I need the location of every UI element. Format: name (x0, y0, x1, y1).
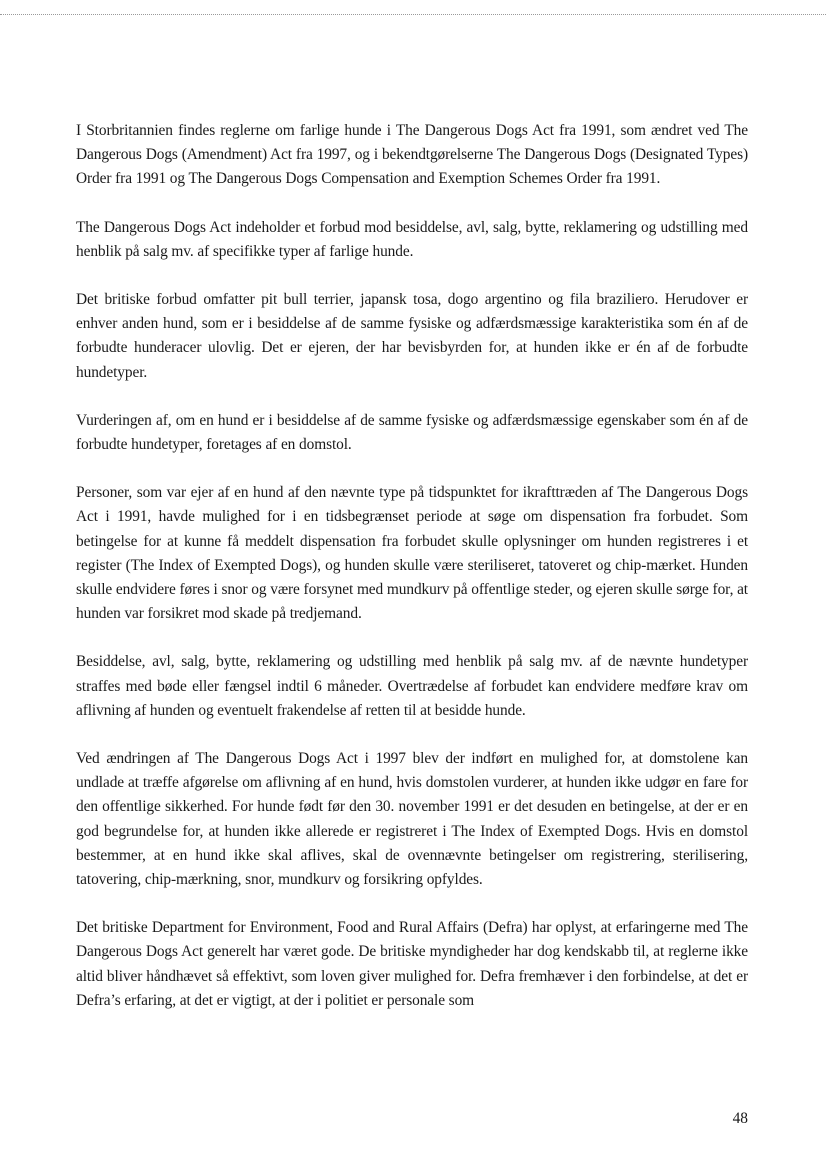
scan-top-edge (0, 14, 826, 15)
paragraph-2: The Dangerous Dogs Act indeholder et forbud mod besiddelse, avl, salg, bytte, reklamering og udstilling med henblik på salg mv. af specifikke typer af farlige hunde. (76, 218, 748, 260)
page-number: 48 (732, 1110, 748, 1127)
paragraph-6: Besiddelse, avl, salg, bytte, reklamering og udstilling med henblik på salg mv. af de nævnte hundetyper straffes med bøde eller fængsel indtil 6 måneder. Overtrædelse af forbudet kan endvidere medføre krav om aflivning af hunden og eventuelt frakendelse af retten til at besidde hunde. (76, 653, 748, 719)
paragraph-5: Personer, som var ejer af en hund af den nævnte type på tidspunktet for ikrafttræden af The Dangerous Dogs Act i 1991, havde mulighed for i en tidsbegrænset periode at søge om dispensation fra forbudet. Som betingelse for at kunne få meddelt dispensation fra forbudet skulle oplysninger om hunden registreres i et register (The Index of Exempted Dogs), og hunden skulle være steriliseret, tatoveret og chip-mærket. Hunden skulle endvidere føres i snor og være forsynet med mundkurv på offentlige steder, og ejeren skulle sørge for, at hunden var forsikret mod skade på tredjemand. (76, 484, 748, 623)
paragraph-4: Vurderingen af, om en hund er i besiddelse af de samme fysiske og adfærdsmæssige egenskaber som én af de forbudte hundetyper, foretages af en domstol. (76, 411, 748, 454)
paragraph-1: I Storbritannien findes reglerne om farlige hunde i The Dangerous Dogs Act fra 1991, som ændret ved The Dangerous Dogs (Amendment) Act fra 1997, og i bekendtgørelserne The Dangerous Dogs (Designated Types) Order fra 1991 og The Dangerous Dogs Compensation and Exemption Schemes Order fra 1991. (76, 122, 748, 188)
body-text (76, 119, 748, 1037)
paragraph-8: Det britiske Department for Environment, Food and Rural Affairs (Defra) har oplyst, at erfaringerne med The Dangerous Dogs Act generelt har været gode. De britiske myndigheder har dog kendskabb til, at reglerne ikke altid bliver håndhævet så effektivt, som loven giver mulighed for. Defra fremhæver i den forbindelse, at det er Defra’s erfaring, at det er vigtigt, at der i politiet er personale som (76, 919, 748, 1009)
paragraph-3: Det britiske forbud omfatter pit bull terrier, japansk tosa, dogo argentino og fila braziliero. Herudover er enhver anden hund, som er i besiddelse af de samme fysiske og adfærdsmæssige karakteristika som én af de forbudte hunderacer ulovlig. Det er ejeren, der har bevisbyrden for, at hunden ikke er én af de forbudte hundetyper. (76, 291, 748, 381)
paragraph-7: Ved ændringen af The Dangerous Dogs Act i 1997 blev der indført en mulighed for, at domstolene kan undlade at træffe afgørelse om aflivning af en hund, hvis domstolen vurderer, at hunden ikke udgør en fare for den offentlige sikkerhed. For hunde født før den 30. november 1991 er det desuden en betingelse, at der er en god begrundelse for, at hunden ikke allerede er registreret i The Index of Exempted Dogs. Hvis en domstol bestemmer, at en hund ikke skal aflives, skal de ovennævnte betingelser om registrering, sterilisering, tatovering, chip-mærkning, snor, mundkurv og forsikring opfyldes. (76, 750, 748, 889)
